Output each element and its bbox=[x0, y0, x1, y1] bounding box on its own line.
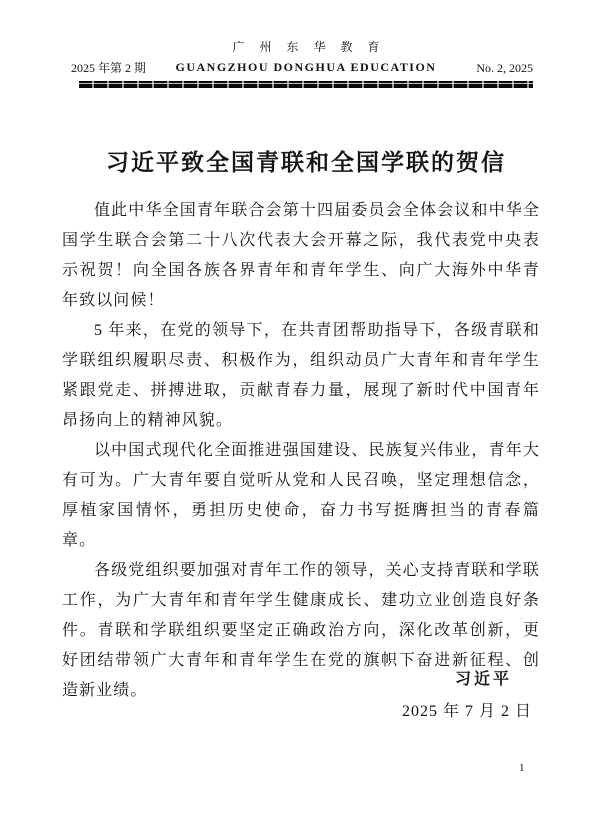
signature-date: 2025 年 7 月 2 日 bbox=[401, 703, 532, 720]
header-dashed-rule bbox=[79, 81, 533, 88]
paragraph: 5 年来，在党的领导下，在共青团帮助指导下，各级青联和学联组织履职尽责、积极作为，组织动员广大青年和青年学生紧跟党走、拼搏进取，贡献青春力量，展现了新时代中国青年昂扬向上的精神风貌。 bbox=[62, 322, 540, 429]
issue-number-left: 2025 年第 2 期 bbox=[71, 61, 147, 75]
paragraph: 以中国式现代化全面推进强国建设、民族复兴伟业，青年大有可为。广大青年要自觉听从党和人民召唤，坚定理想信念，厚植家国情怀，勇担历史使命，奋力书写挺膺担当的青春篇章。 bbox=[62, 442, 540, 549]
page-number: 1 bbox=[519, 762, 525, 774]
organization-name-cn: 广 州 东 华 教 育 bbox=[232, 40, 386, 54]
header-row bbox=[71, 58, 533, 76]
issue-number-right: No. 2, 2025 bbox=[476, 61, 533, 75]
page-header bbox=[71, 38, 533, 88]
article-body bbox=[62, 196, 540, 706]
paragraph: 值此中华全国青年联合会第十四届委员会全体会议和中华全国学生联合会第二十八次代表大会开幕之际，我代表党中央表示祝贺！向全国各族各界青年和青年学生、向广大海外中华青年致以问候！ bbox=[62, 202, 540, 309]
article-title: 习近平致全国青联和全国学联的贺信 bbox=[106, 149, 506, 176]
signature-name: 习近平 bbox=[454, 671, 512, 688]
organization-name-en: GUANGZHOU DONGHUA EDUCATION bbox=[175, 60, 437, 74]
paragraph: 各级党组织要加强对青年工作的领导，关心支持青联和学联工作，为广大青年和青年学生健康成长、建功立业创造良好条件。青联和学联组织要坚定正确政治方向，深化改革创新，更好团结带领广大青年和青年学生在党的旗帜下奋进新征程、创造新业绩。 bbox=[62, 562, 540, 699]
